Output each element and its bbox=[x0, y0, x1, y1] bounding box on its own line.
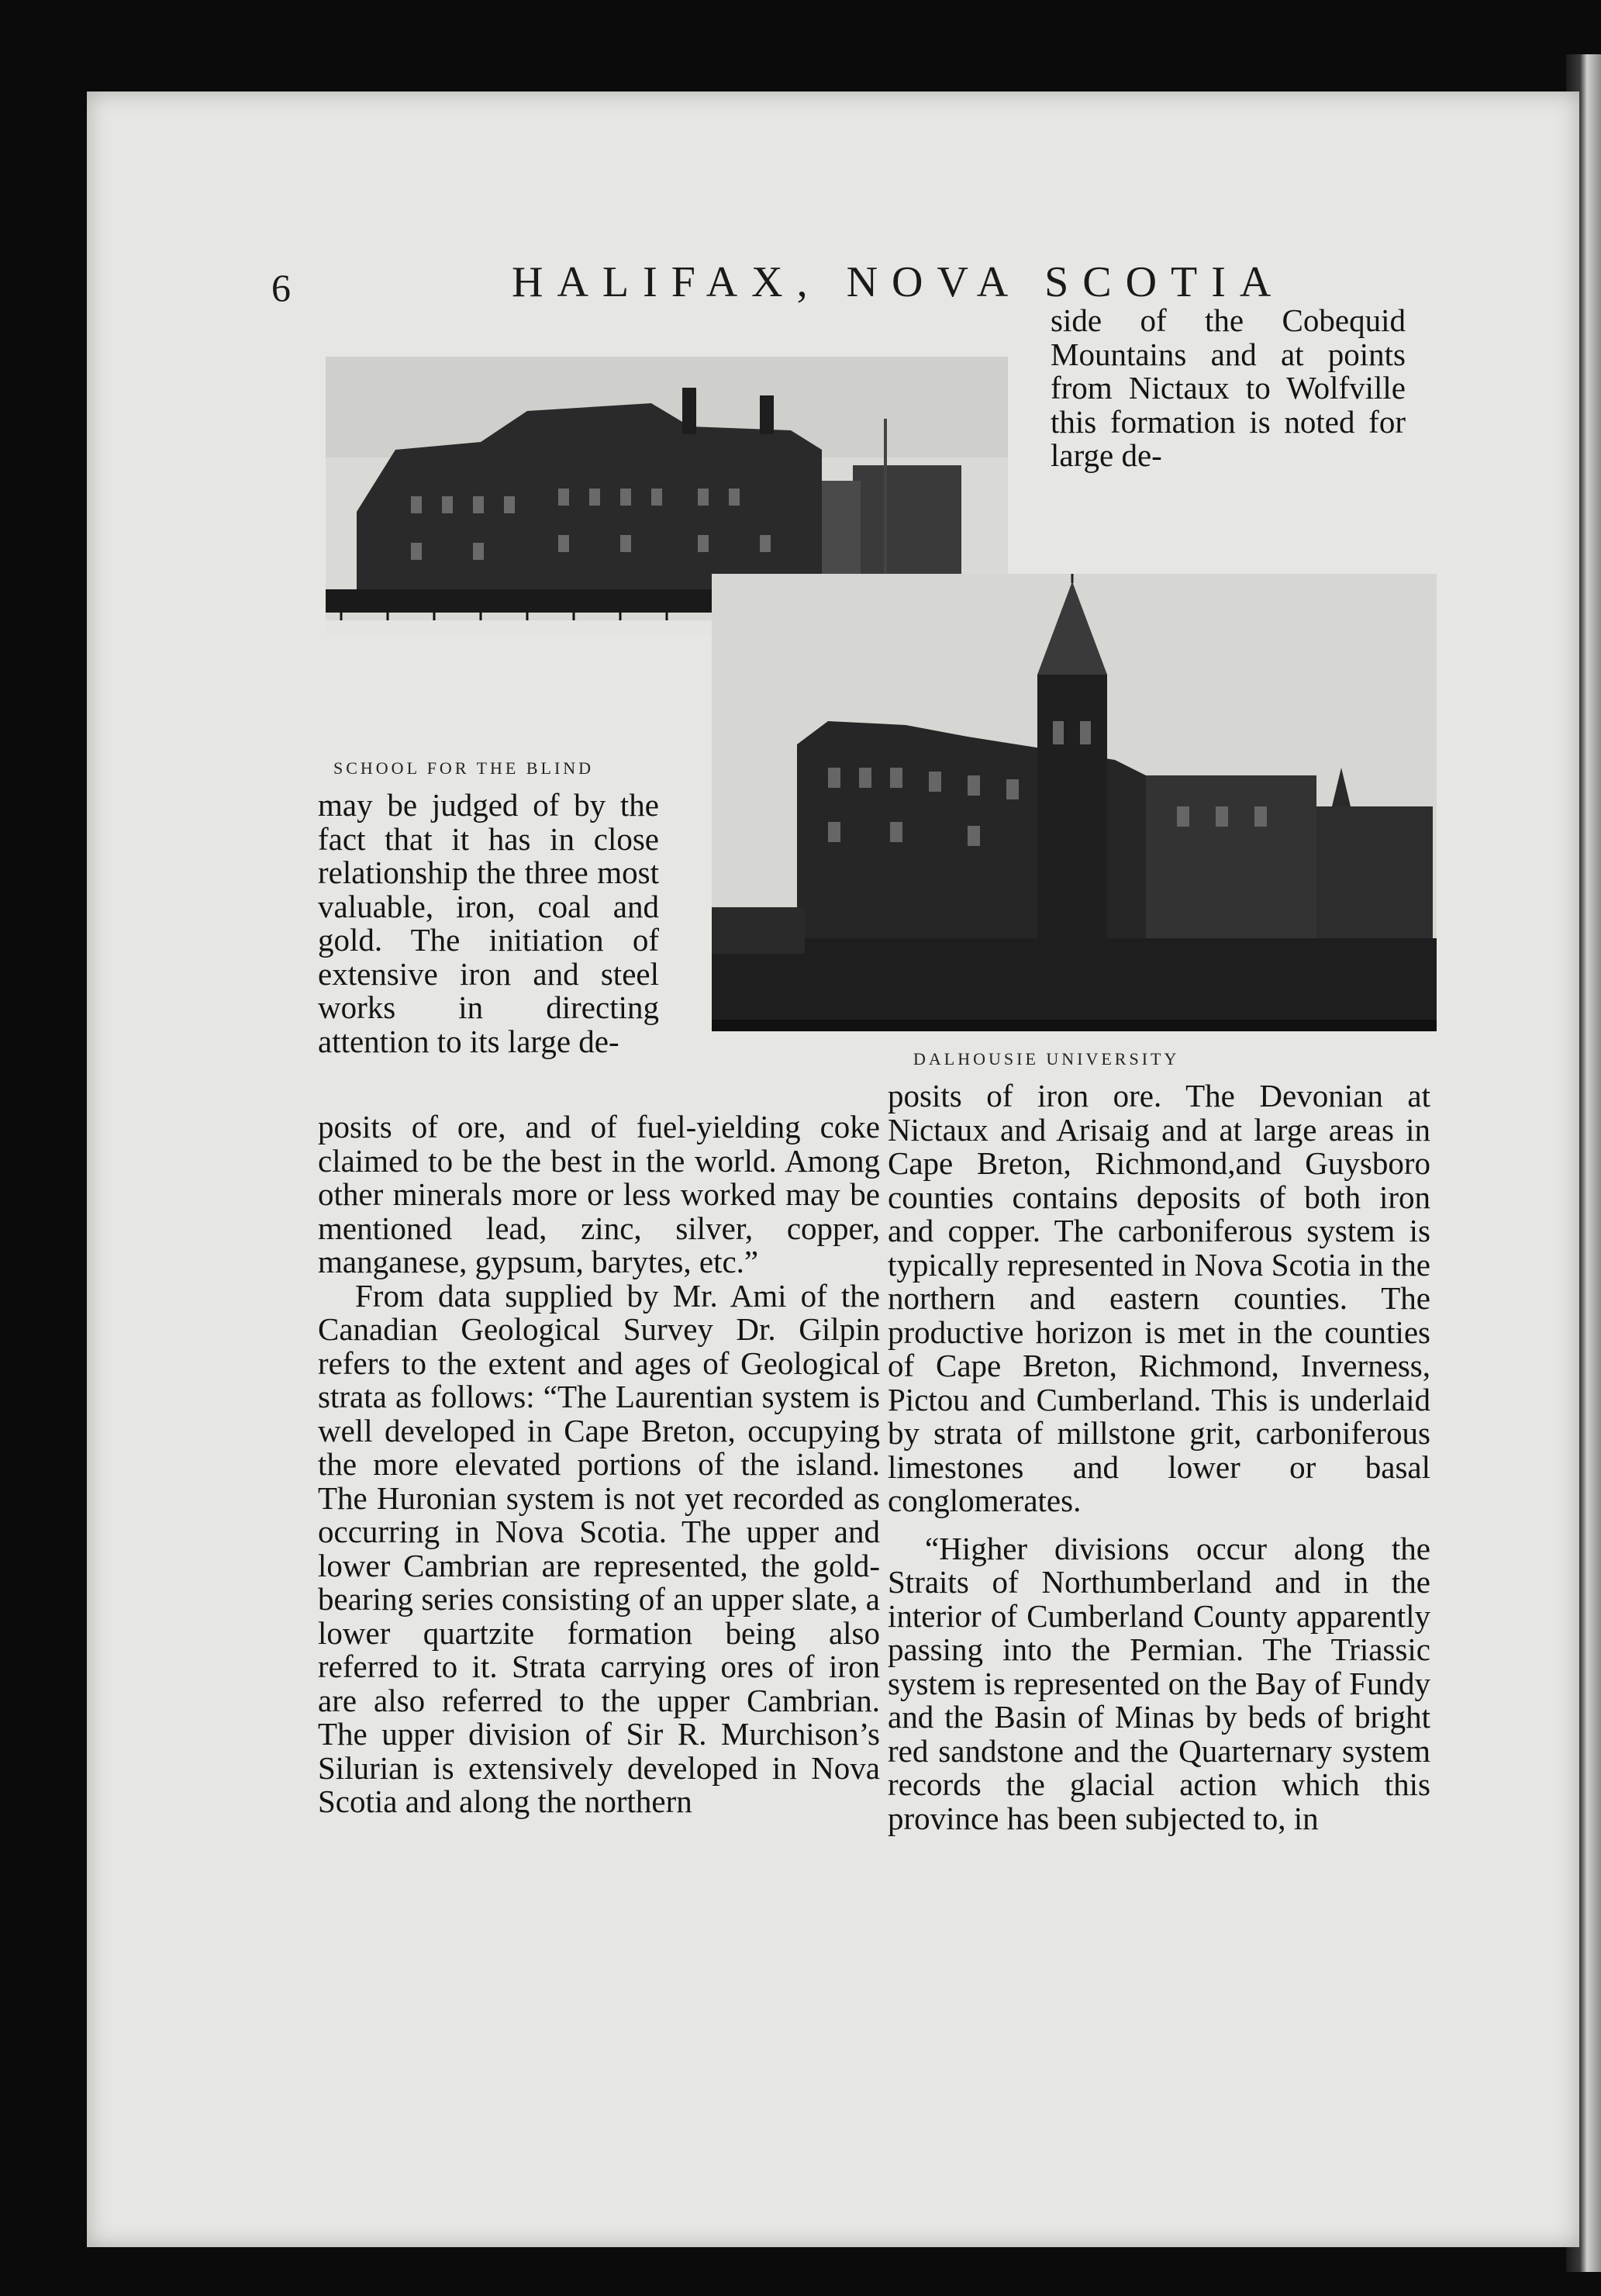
paragraph: side of the Cobequid Mountains and at points from Nictaux to Wolfville this formation is noted for large de- bbox=[1051, 302, 1406, 473]
paragraph: posits of iron ore. The Devonian at Nictaux and Arisaig and at large areas in Cape Breton, Richmond,and Guysboro counties contains deposits of both iron and copper. The carboniferous system is typically represented in Nova Scotia in the northern and eastern counties. The productive horizon is met in the counties of Cape Breton, Richmond, Inverness, Pictou and Cumberland. This is underlaid by strata of millstone grit, carboniferous limestones and lower or basal conglomerates. bbox=[888, 1078, 1430, 1518]
paragraph: may be judged of by the fact that it has in close relationship the three most valuable, iron, coal and gold. The initiation of extensive iron and steel works in directing attention to its large de- bbox=[318, 787, 659, 1059]
dalhousie-university-photo bbox=[712, 574, 1437, 1031]
dalhousie-university-caption: DALHOUSIE UNIVERSITY bbox=[913, 1049, 1180, 1069]
text-right-column bbox=[888, 1079, 1430, 2064]
running-title: HALIFAX, NOVA SCOTIA bbox=[512, 258, 1285, 306]
text-left-column bbox=[318, 1110, 880, 2072]
paragraph: posits of ore, and of fuel-yielding coke claimed to be the best in the world. Among other minerals more or less worked may be mentioned lead, zinc, silver, copper, manganese, gypsum, barytes, etc.” bbox=[318, 1109, 880, 1279]
paragraph: From data supplied by Mr. Ami of the Canadian Geological Survey Dr. Gilpin refers to the extent and ages of Geological strata as follows: “The Laurentian system is well developed in Cape Breton, occupying the more elevated portions of the island. The Huronian system is not yet recorded as occurring in Nova Scotia. The upper and lower Cambrian are represented, the gold-bearing series consisting of an upper slate, a lower quartzite formation being also referred to it. Strata carrying ores of iron are also referred to the upper Cambrian. The upper division of Sir R. Murchison’s Silurian is extensively developed in Nova Scotia and along the northern bbox=[318, 1277, 880, 1819]
page-number: 6 bbox=[271, 266, 291, 309]
text-left-upper bbox=[318, 789, 659, 1107]
text-top-right bbox=[1051, 304, 1406, 494]
paragraph: “Higher divisions occur along the Straits of Northumberland and in the interior of Cumberland County apparently passing into the Permian. The Triassic system is represented on the Bay of Fundy and the Basin of Minas by beds of bright red sandstone and the Quarternary system records the glacial action which this province has been subjected to, in bbox=[888, 1530, 1430, 1836]
school-for-the-blind-caption: SCHOOL FOR THE BLIND bbox=[333, 758, 595, 778]
building-photo-icon bbox=[712, 574, 1437, 1031]
